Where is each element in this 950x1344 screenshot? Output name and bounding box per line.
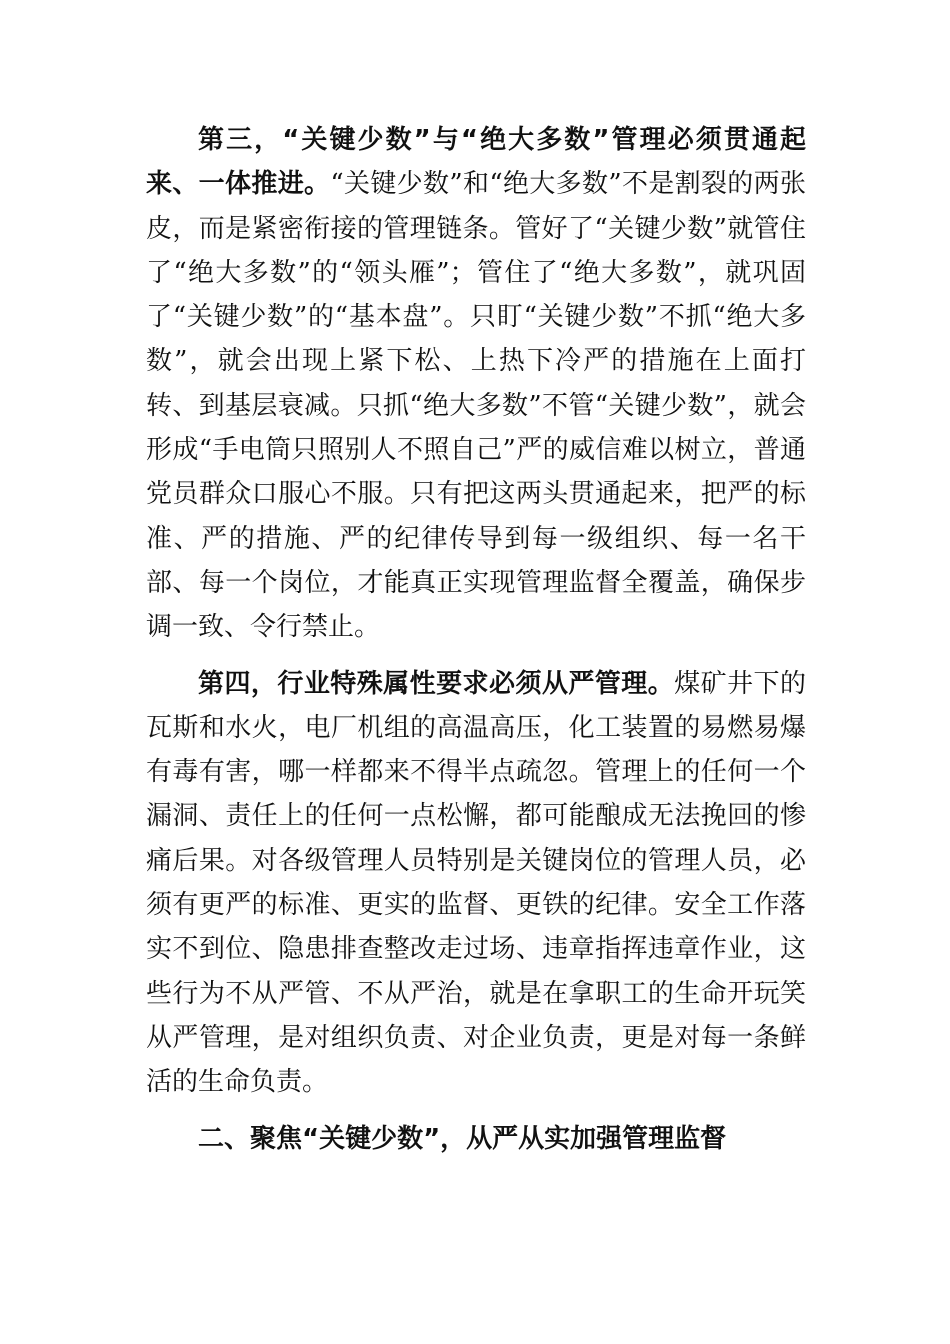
section-heading: 二、聚焦“关键少数”，从严从实加强管理监督 bbox=[198, 1123, 727, 1154]
paragraph-fourth-body: 煤矿井下的瓦斯和水火，电厂机组的高温高压，化工装置的易燃易爆有毒有害，哪一样都来不得半点疏忽。管理上的任何一个漏洞、责任上的任何一点松懈，都可能酿成无法挽回的惨痛后果。对各级管理人员特别是关键岗位的管理人员，必须有更严的标准、更实的监督、更铁的纪律。安全工作落实不到位、隐患排查整改走过场、违章指挥违章作业，这些行为不从严管、不从严治，就是在拿职工的生命开玩笑从严管理，是对组织负责、对企业负责，更是对每一条鲜活的生命负责。 bbox=[146, 668, 806, 1098]
paragraph-third-lead: 第三，“关键少数”与“绝大多数”管理必须贯通起来、一体推进。 bbox=[146, 125, 806, 200]
paragraph-third-body: “关键少数”和“绝大多数”不是割裂的两张皮，而是紧密衔接的管理链条。管好了“关键少数”就管住了“绝大多数”的“领头雁”；管住了“绝大多数”，就巩固了“关键少数”的“基本盘”。只盯“关键少数”不抓“绝大多数”，就会出现上紧下松、上热下冷严的措施在上面打转、到基层衰减。只抓“绝大多数”不管“关键少数”，就会形成“手电筒只照别人不照自己”严的威信难以树立，普通党员群众口服心不服。只有把这两头贯通起来，把严的标准、严的措施、严的纪律传导到每一级组织、每一名干部、每一个岗位，才能真正实现管理监督全覆盖，确保步调一致、令行禁止。 bbox=[146, 169, 806, 643]
paragraph-third bbox=[146, 118, 806, 650]
paragraph-fourth bbox=[146, 662, 806, 1105]
paragraph-fourth-lead: 第四，行业特殊属性要求必须从严管理。 bbox=[198, 668, 675, 699]
document-body bbox=[146, 118, 806, 1161]
